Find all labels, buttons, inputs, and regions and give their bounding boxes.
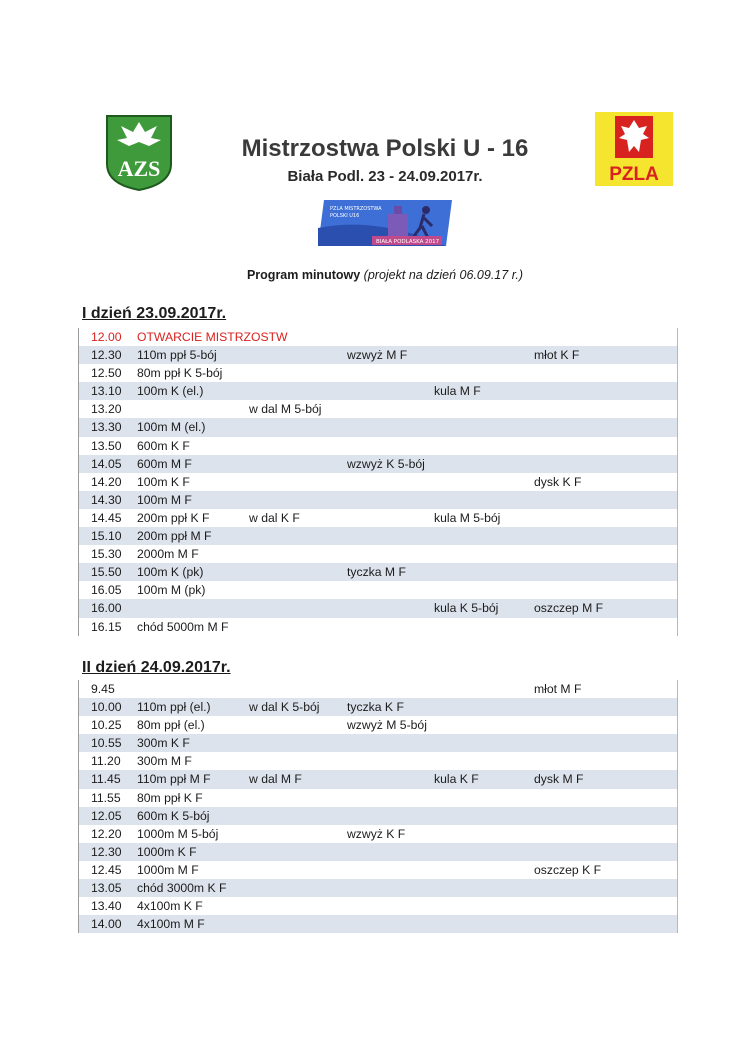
row-event: oszczep K F	[534, 862, 602, 877]
row-event: młot M F	[534, 682, 582, 696]
event-logo-line3: BIAŁA PODLASKA 2017	[376, 239, 440, 245]
schedule-row	[78, 789, 678, 807]
row-event: 80m ppł (el.)	[137, 718, 205, 733]
schedule-row	[78, 897, 678, 915]
row-event: 100m M F	[137, 492, 192, 507]
row-time: 10.00	[91, 700, 122, 715]
row-event: tyczka K F	[347, 700, 404, 715]
program-label: Program minutowy	[246, 268, 361, 282]
schedule-row	[78, 680, 678, 698]
row-event: kula K 5-bój	[434, 601, 499, 616]
row-time: 13.20	[91, 402, 122, 417]
schedule-row	[78, 563, 678, 581]
row-time: 12.05	[91, 808, 122, 823]
row-event: 300m K F	[137, 736, 190, 751]
row-event: 200m ppł M F	[137, 529, 212, 544]
row-event: wzwyż M 5-bój	[347, 718, 427, 733]
schedule-row	[78, 752, 678, 770]
schedule-row	[78, 346, 678, 364]
row-time: 16.15	[91, 619, 122, 634]
azs-logo-text: AZS	[117, 156, 161, 181]
day1-heading	[82, 305, 226, 323]
row-event: w dal M F	[249, 772, 302, 787]
day1-date: 23.09.2017r.	[136, 305, 227, 322]
schedule-row	[78, 618, 678, 636]
schedule-row	[78, 770, 678, 788]
schedule-row	[78, 491, 678, 509]
row-time: 13.30	[91, 420, 122, 435]
row-time: 14.00	[91, 917, 122, 932]
row-time: 11.45	[91, 772, 121, 787]
row-time: 11.55	[91, 790, 121, 805]
row-event: 1000m M F	[137, 862, 199, 877]
row-event: wzwyż M F	[347, 348, 408, 363]
schedule-row	[78, 418, 678, 436]
schedule-row	[78, 879, 678, 897]
day2-heading	[82, 659, 231, 677]
row-event: wzwyż K 5-bój	[347, 456, 425, 471]
row-event: 110m ppł 5-bój	[137, 348, 217, 363]
row-event: w dal K F	[249, 510, 300, 525]
row-event: 300m M F	[137, 754, 192, 769]
row-time: 12.50	[91, 366, 122, 381]
row-event: w dal M 5-bój	[249, 402, 322, 417]
row-time: 12.00	[91, 330, 122, 344]
row-event: tyczka M F	[347, 565, 406, 580]
event-logo-line1: PZLA MISTRZOSTWA	[330, 206, 382, 212]
program-heading	[0, 268, 750, 282]
row-time: 16.00	[91, 601, 122, 616]
schedule-row	[78, 328, 678, 346]
schedule-row	[78, 527, 678, 545]
row-event: 110m ppł (el.)	[137, 700, 211, 715]
row-event: chód 3000m K F	[137, 881, 227, 896]
event-logo	[316, 196, 454, 250]
schedule-row	[78, 364, 678, 382]
schedule-row	[78, 545, 678, 563]
row-event: dysk M F	[534, 772, 584, 787]
row-time: 12.20	[91, 826, 122, 841]
row-event: oszczep M F	[534, 601, 604, 616]
row-time: 10.55	[91, 736, 122, 751]
row-time: 14.20	[91, 474, 122, 489]
row-event: 2000m M F	[137, 547, 199, 562]
page-subtitle: Biała Podl. 23 - 24.09.2017r.	[287, 168, 483, 185]
row-time: 16.05	[91, 583, 122, 598]
schedule-row	[78, 437, 678, 455]
row-event: 100m M (el.)	[137, 420, 206, 435]
row-event: chód 5000m M F	[137, 619, 229, 634]
row-event: kula M F	[434, 384, 481, 399]
event-logo-line2: POLSKI U16	[330, 213, 360, 219]
row-time: 10.25	[91, 718, 122, 733]
schedule-row	[78, 861, 678, 879]
row-time: 9.45	[91, 682, 115, 696]
schedule-row	[78, 716, 678, 734]
row-time: 14.45	[91, 510, 122, 525]
row-time: 13.40	[91, 899, 122, 914]
row-time: 13.10	[91, 384, 122, 399]
row-event: 1000m M 5-bój	[137, 826, 219, 841]
day2-label: II dzień	[82, 659, 137, 676]
row-event: 600m K 5-bój	[137, 808, 210, 823]
row-event: 600m K F	[137, 438, 190, 453]
row-event: wzwyż K F	[347, 826, 406, 841]
schedule-row	[78, 825, 678, 843]
schedule-row	[78, 915, 678, 933]
schedule-row	[78, 400, 678, 418]
row-event: OTWARCIE MISTRZOSTW	[137, 330, 288, 344]
row-event: w dal K 5-bój	[249, 700, 320, 715]
row-event: 4x100m K F	[137, 899, 203, 914]
row-time: 14.30	[91, 492, 122, 507]
row-event: 600m M F	[137, 456, 192, 471]
page-title: Mistrzostwa Polski U - 16	[241, 135, 529, 162]
row-event: 4x100m M F	[137, 917, 205, 932]
row-event: 100m K (pk)	[137, 565, 204, 580]
row-event: kula K F	[434, 772, 479, 787]
row-event: 200m ppł K F	[137, 510, 210, 525]
row-time: 12.30	[91, 348, 122, 363]
row-event: 110m ppł M F	[137, 772, 211, 787]
schedule-row	[78, 698, 678, 716]
day1-schedule	[78, 328, 678, 636]
row-time: 14.05	[91, 456, 122, 471]
schedule-row	[78, 473, 678, 491]
row-time: 15.30	[91, 547, 122, 562]
pzla-logo-text: PZLA	[609, 164, 659, 185]
row-event: 1000m K F	[137, 844, 197, 859]
schedule-row	[78, 807, 678, 825]
schedule-row	[78, 599, 678, 617]
row-time: 15.10	[91, 529, 122, 544]
row-time: 13.50	[91, 438, 122, 453]
row-event: 100m K (el.)	[137, 384, 204, 399]
schedule-row	[78, 581, 678, 599]
row-time: 13.05	[91, 881, 122, 896]
schedule-row	[78, 455, 678, 473]
schedule-row	[78, 734, 678, 752]
row-time: 15.50	[91, 565, 122, 580]
day1-label: I dzień	[82, 305, 132, 322]
row-event: 80m ppł K F	[137, 790, 203, 805]
day2-date: 24.09.2017r.	[140, 659, 231, 676]
row-event: 80m ppł K 5-bój	[137, 366, 223, 381]
day2-schedule	[78, 680, 678, 933]
schedule-row	[78, 382, 678, 400]
row-event: kula M 5-bój	[434, 510, 501, 525]
row-event: 100m M (pk)	[137, 583, 206, 598]
row-time: 11.20	[91, 754, 121, 769]
schedule-row	[78, 843, 678, 861]
row-time: 12.30	[91, 844, 122, 859]
row-time: 12.45	[91, 862, 122, 877]
row-event: dysk K F	[534, 474, 582, 489]
row-event: 100m K F	[137, 474, 190, 489]
program-note: (projekt na dzień 06.09.17 r.)	[363, 268, 524, 282]
schedule-row	[78, 509, 678, 527]
row-event: młot K F	[534, 348, 580, 363]
